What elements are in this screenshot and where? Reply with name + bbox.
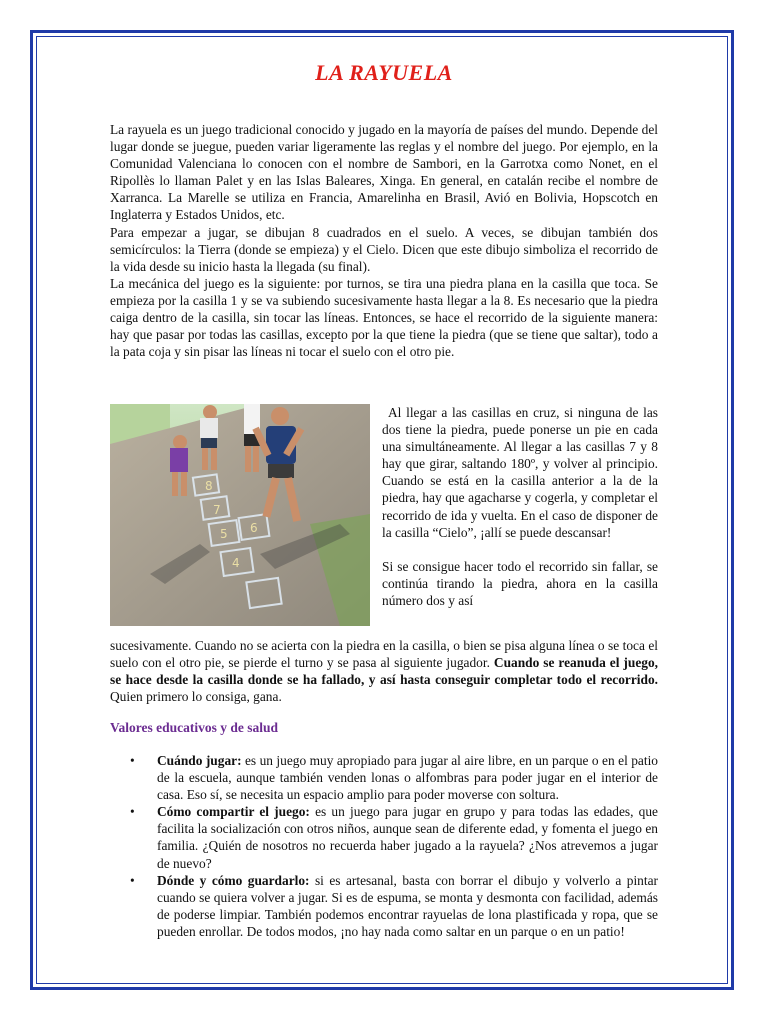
intro-text — [110, 121, 658, 360]
page-title: LA RAYUELA — [315, 60, 453, 85]
continuation-bold: Cuando se reanuda el juego, se hace desde la casilla donde se ha fallado, y así hasta conseguir completar todo el recorrido. — [110, 655, 658, 688]
list-item — [110, 752, 658, 803]
list-item-lead: Cuándo jugar: — [157, 753, 242, 768]
svg-text:4: 4 — [232, 556, 240, 570]
values-list — [110, 752, 658, 940]
svg-text:7: 7 — [213, 503, 221, 517]
bullet-icon: • — [130, 753, 135, 768]
paragraph-start: Para empezar a jugar, se dibujan 8 cuadrados en el suelo. A veces, se dibujan también dos semicírculos: la Tierra (donde se empieza) y el Cielo. Dicen que este dibujo simboliza el recorrido de la vida desde su inicio hasta la llegada (su final). — [110, 224, 658, 274]
list-item-text: es un juego muy apropiado para jugar al aire libre, en un parque o en el patio de la escuela, aunque también venden lonas o alfombras para poder jugar en el interior de casa. Eso sí, se necesita un espacio amplio para poder moverse con soltura. — [157, 753, 658, 803]
continuation-tail: Quien primero lo consiga, gana. — [110, 689, 282, 705]
paragraph-mechanics: La mecánica del juego es la siguiente: por turnos, se tira una piedra plana en la casilla que toca. Se empieza por la casilla 1 y se va subiendo sucesivamente hasta llegar a la 8. Es necesario que la piedra caiga dentro de la casilla, sin tocar las líneas. Entonces, se hace el recorrido de la siguiente manera: hay que pasar por todas las casillas, excepto por la que tiene la piedra (que se tiene que saltar), todo a la pata coja y sin pisar las líneas ni tocar el suelo con el otro pie. — [110, 275, 658, 360]
paragraph-continue: Si se consigue hacer todo el recorrido sin fallar, se continúa tirando la piedra, ahora en la casilla número dos y así — [382, 558, 658, 608]
list-item — [110, 803, 658, 871]
bullet-icon: • — [130, 872, 135, 888]
continuation-plain: sucesivamente. Cuando no se acierta con la piedra en la casilla, o bien se pisa alguna línea o se toca el suelo con el otro pie, se pierde el turno y se pasa al siguiente jugador. — [110, 638, 658, 671]
continuation-text — [110, 637, 658, 705]
svg-text:5: 5 — [220, 527, 228, 541]
list-item-text: si es artesanal, basta con borrar el dibujo y volverlo a pintar cuando se quiera volver a jugar. Si es de espuma, se monta y desmonta con facilidad, además de poderse limpiar. También podemos encontrar rayuelas de lona plastificada y ropa, que se pueden enrollar. De todos modos, ¡no hay nada como saltar en un parque o en un patio! — [157, 872, 658, 939]
children-playing-hopscotch-illustration — [110, 404, 370, 626]
list-item — [110, 872, 658, 940]
side-text — [382, 404, 658, 609]
bullet-icon: • — [130, 804, 135, 820]
list-item-lead: Dónde y cómo guardarlo: — [157, 872, 310, 888]
paragraph-cross: Al llegar a las casillas en cruz, si ninguna de las dos tiene la piedra, puede ponerse un pie en cada una simultáneamente. Al llegar a las casillas 7 y 8 hay que girar, saltando 180º, y volver al principio. Cuando se está en la casilla anterior a la de la piedra, hay que agacharse y cogerla, y completar el recorrido de ida y vuelta. En el caso de disponer de la casilla “Cielo”, ¡allí se puede descansar! — [382, 405, 658, 540]
list-item-text: es un juego para jugar en grupo y para todas las edades, que facilita la socialización con otros niños, aunque sean de diferente edad, y fomenta el juego en familia. ¿Quién de nosotros no recuerda haber jugado a la rayuela? ¿Nos atrevemos a jugar de nuevo? — [157, 804, 658, 871]
hopscotch-photo — [110, 404, 370, 626]
paragraph-continuation — [110, 637, 658, 705]
svg-text:8: 8 — [205, 479, 213, 493]
svg-text:6: 6 — [250, 521, 258, 535]
paragraph-intro: La rayuela es un juego tradicional conocido y jugado en la mayoría de países del mundo. Depende del lugar donde se juegue, pueden variar ligeramente las reglas y el nombre del juego. Por ejemplo, en la Comunidad Valenciana lo conocen con el nombre de Sambori, en la Garrotxa como Nonet, en el Ripollès lo llaman Palet y en las Islas Baleares, Xinga. En general, en catalán recibe el nombre de Xarranca. La Marelle se utiliza en Francia, Amarelinha en Brasil, Avió en Bolivia, Hopscotch en Inglaterra y Estados Unidos, etc. — [110, 122, 658, 223]
section-heading: Valores educativos y de salud — [110, 720, 279, 735]
list-item-lead: Cómo compartir el juego: — [157, 804, 310, 820]
